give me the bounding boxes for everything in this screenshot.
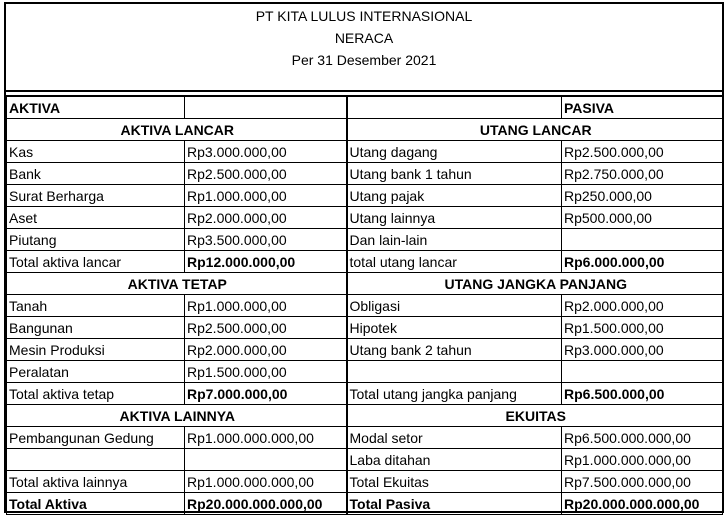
pasiva-heading[interactable]: PASIVA	[562, 96, 723, 119]
left-label[interactable]: Pembangunan Gedung	[7, 427, 185, 449]
right-value[interactable]: Rp6.500.000.000,00	[562, 427, 723, 449]
total-ekuitas-value[interactable]: Rp7.500.000.000,00	[562, 471, 723, 493]
total-ekuitas-label[interactable]: Total Ekuitas	[347, 471, 562, 493]
table-row	[7, 427, 723, 449]
company-name: PT KITA LULUS INTERNASIONAL	[255, 8, 473, 24]
right-label[interactable]	[347, 361, 562, 383]
subtotal-row	[7, 251, 723, 273]
right-value[interactable]: Rp1.500.000,00	[562, 317, 723, 339]
total-aktiva-lainnya-value[interactable]: Rp1.000.000.000,00	[185, 471, 347, 493]
report-date: Per 31 Desember 2021	[291, 52, 437, 68]
left-value[interactable]: Rp2.500.000,00	[185, 163, 347, 185]
total-aktiva-lancar-label[interactable]: Total aktiva lancar	[7, 251, 185, 273]
left-value[interactable]: Rp1.000.000,00	[185, 185, 347, 207]
grand-total-row	[7, 493, 723, 515]
right-value[interactable]	[562, 361, 723, 383]
left-label[interactable]: Bangunan	[7, 317, 185, 339]
left-value[interactable]: Rp1.000.000.000,00	[185, 427, 347, 449]
right-label[interactable]: Utang pajak	[347, 185, 562, 207]
table-row	[7, 185, 723, 207]
table-row	[7, 229, 723, 251]
total-pasiva-label[interactable]: Total Pasiva	[347, 493, 562, 515]
right-label[interactable]: Utang lainnya	[347, 207, 562, 229]
aktiva-heading[interactable]: AKTIVA	[7, 96, 185, 119]
total-aktiva-tetap-value[interactable]: Rp7.000.000,00	[185, 383, 347, 405]
section-row	[7, 119, 723, 141]
left-value[interactable]: Rp2.000.000,00	[185, 207, 347, 229]
right-value[interactable]: Rp2.000.000,00	[562, 295, 723, 317]
left-label[interactable]: Mesin Produksi	[7, 339, 185, 361]
right-value[interactable]: Rp500.000,00	[562, 207, 723, 229]
left-label[interactable]: Surat Berharga	[7, 185, 185, 207]
right-value[interactable]	[562, 229, 723, 251]
right-value[interactable]: Rp250.000,00	[562, 185, 723, 207]
section-row	[7, 405, 723, 427]
left-value[interactable]	[185, 449, 347, 471]
left-value[interactable]: Rp3.000.000,00	[185, 141, 347, 163]
section-row	[7, 273, 723, 295]
section-ekuitas[interactable]: EKUITAS	[347, 405, 723, 427]
left-label[interactable]: Tanah	[7, 295, 185, 317]
left-value[interactable]: Rp2.000.000,00	[185, 339, 347, 361]
left-value[interactable]: Rp1.500.000,00	[185, 361, 347, 383]
right-value[interactable]: Rp3.000.000,00	[562, 339, 723, 361]
section-utang-lancar[interactable]: UTANG LANCAR	[347, 119, 723, 141]
right-label[interactable]: Laba ditahan	[347, 449, 562, 471]
total-utang-lancar-value[interactable]: Rp6.000.000,00	[562, 251, 723, 273]
total-utang-lancar-label[interactable]: total utang lancar	[347, 251, 562, 273]
total-utang-jangka-panjang-value[interactable]: Rp6.500.000,00	[562, 383, 723, 405]
report-header	[6, 4, 722, 92]
table-row	[7, 361, 723, 383]
total-aktiva-value[interactable]: Rp20.000.000.000,00	[185, 493, 347, 515]
table-row	[7, 449, 723, 471]
right-value[interactable]: Rp2.500.000,00	[562, 141, 723, 163]
total-aktiva-label[interactable]: Total Aktiva	[7, 493, 185, 515]
right-label[interactable]: Dan lain-lain	[347, 229, 562, 251]
balance-sheet	[4, 2, 724, 513]
table-row	[7, 317, 723, 339]
right-label[interactable]: Utang dagang	[347, 141, 562, 163]
right-label[interactable]: Obligasi	[347, 295, 562, 317]
total-aktiva-tetap-label[interactable]: Total aktiva tetap	[7, 383, 185, 405]
subtotal-row	[7, 383, 723, 405]
section-aktiva-lancar[interactable]: AKTIVA LANCAR	[7, 119, 347, 141]
table-row	[7, 163, 723, 185]
balance-table	[6, 95, 723, 515]
left-label[interactable]: Kas	[7, 141, 185, 163]
cell[interactable]	[347, 96, 562, 119]
right-label[interactable]: Hipotek	[347, 317, 562, 339]
right-label[interactable]: Modal setor	[347, 427, 562, 449]
table-row	[7, 295, 723, 317]
total-utang-jangka-panjang-label[interactable]: Total utang jangka panjang	[347, 383, 562, 405]
total-pasiva-value[interactable]: Rp20.000.000.000,00	[562, 493, 723, 515]
left-value[interactable]: Rp3.500.000,00	[185, 229, 347, 251]
right-value[interactable]: Rp1.000.000.000,00	[562, 449, 723, 471]
total-aktiva-lainnya-label[interactable]: Total aktiva lainnya	[7, 471, 185, 493]
table-row	[7, 207, 723, 229]
right-label[interactable]: Utang bank 2 tahun	[347, 339, 562, 361]
total-aktiva-lancar-value[interactable]: Rp12.000.000,00	[185, 251, 347, 273]
right-label[interactable]: Utang bank 1 tahun	[347, 163, 562, 185]
left-label[interactable]	[7, 449, 185, 471]
report-title: NERACA	[334, 30, 394, 46]
left-value[interactable]: Rp1.000.000,00	[185, 295, 347, 317]
section-utang-jangka-panjang[interactable]: UTANG JANGKA PANJANG	[347, 273, 723, 295]
table-header-row	[7, 96, 723, 119]
section-aktiva-lainnya[interactable]: AKTIVA LAINNYA	[7, 405, 347, 427]
right-value[interactable]: Rp2.750.000,00	[562, 163, 723, 185]
table-row	[7, 141, 723, 163]
left-label[interactable]: Aset	[7, 207, 185, 229]
table-row	[7, 339, 723, 361]
cell[interactable]	[185, 96, 347, 119]
subtotal-row	[7, 471, 723, 493]
left-label[interactable]: Piutang	[7, 229, 185, 251]
left-label[interactable]: Bank	[7, 163, 185, 185]
left-label[interactable]: Peralatan	[7, 361, 185, 383]
section-aktiva-tetap[interactable]: AKTIVA TETAP	[7, 273, 347, 295]
left-value[interactable]: Rp2.500.000,00	[185, 317, 347, 339]
